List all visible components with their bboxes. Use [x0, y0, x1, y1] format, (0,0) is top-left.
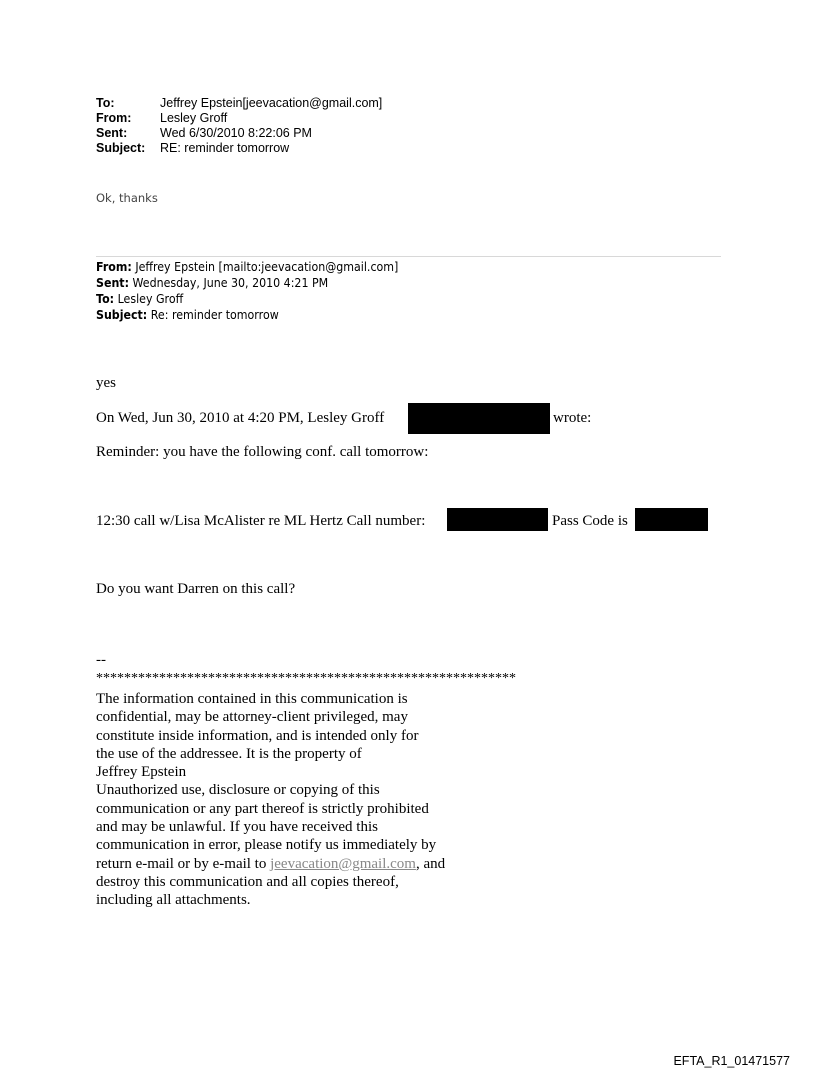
disclaimer-line: communication or any part thereof is strictly prohibited — [96, 800, 429, 817]
disclaimer-line: destroy this communication and all copies thereof, — [96, 873, 399, 890]
disclaimer-return-line — [96, 855, 445, 873]
header-to-value: Jeffrey Epstein[jeevacation@gmail.com] — [160, 96, 383, 110]
on-wrote-suffix: wrote: — [553, 410, 592, 426]
disclaimer-line: including all attachments. — [96, 892, 251, 909]
call-line: 12:30 call w/Lisa McAlister re ML Hertz Call number: — [96, 513, 426, 529]
return-suffix: , and — [415, 855, 446, 872]
forwarded-to-value: Lesley Groff — [117, 292, 184, 306]
header-from-row — [96, 111, 382, 126]
email-header — [96, 96, 382, 156]
separator-line — [96, 256, 721, 257]
disclaimer-line: and may be unlawful. If you have received this — [96, 819, 378, 836]
body-yes: yes — [96, 375, 116, 391]
forwarded-subject-label: Subject: — [96, 308, 148, 322]
header-subject-label: Subject: — [96, 141, 146, 155]
on-wrote-prefix: On Wed, Jun 30, 2010 at 4:20 PM, Lesley Groff — [96, 410, 385, 426]
forwarded-from-label: From: — [96, 260, 132, 274]
signature-dashes: -- — [96, 652, 106, 668]
redaction-box — [447, 508, 548, 531]
forwarded-from-value: Jeffrey Epstein [mailto:jeevacation@gmail.com] — [135, 260, 399, 274]
header-from-value: Lesley Groff — [160, 111, 228, 125]
email-link[interactable]: jeevacation@gmail.com — [270, 855, 416, 872]
document-id: EFTA_R1_01471577 — [673, 1054, 790, 1068]
forwarded-sent-row — [96, 275, 398, 291]
return-prefix: return e-mail or by e-mail to — [96, 855, 271, 872]
forwarded-subject-value: Re: reminder tomorrow — [150, 308, 279, 322]
redaction-box — [408, 403, 550, 434]
forwarded-subject-row — [96, 307, 398, 323]
disclaimer-line: The information contained in this communication is — [96, 691, 408, 707]
forwarded-from-row — [96, 259, 398, 275]
reminder-line: Reminder: you have the following conf. call tomorrow: — [96, 444, 429, 460]
forwarded-sent-label: Sent: — [96, 276, 129, 290]
forwarded-header — [96, 259, 398, 323]
stars-divider: ************************************************************ — [96, 671, 516, 686]
disclaimer-line: confidential, may be attorney-client privileged, may — [96, 709, 408, 726]
disclaimer-line: constitute inside information, and is intended only for — [96, 727, 419, 744]
header-to-label: To: — [96, 96, 115, 110]
question-line: Do you want Darren on this call? — [96, 581, 296, 597]
confidentiality-disclaimer — [96, 690, 445, 910]
forwarded-to-row — [96, 291, 398, 307]
header-sent-row — [96, 126, 382, 141]
header-subject-row — [96, 141, 382, 156]
header-sent-label: Sent: — [96, 126, 128, 140]
forwarded-to-label: To: — [96, 292, 115, 306]
disclaimer-line: the use of the addressee. It is the property of — [96, 745, 362, 762]
disclaimer-line: communication in error, please notify us immediately by — [96, 837, 437, 854]
header-subject-value: RE: reminder tomorrow — [160, 141, 290, 155]
header-from-label: From: — [96, 111, 132, 125]
pass-code-label: Pass Code is — [552, 513, 628, 529]
forwarded-sent-value: Wednesday, June 30, 2010 4:21 PM — [132, 276, 329, 290]
disclaimer-line: Jeffrey Epstein — [96, 764, 187, 781]
redaction-box — [635, 508, 708, 531]
reply-text: Ok, thanks — [96, 191, 158, 205]
header-sent-value: Wed 6/30/2010 8:22:06 PM — [160, 126, 312, 140]
disclaimer-line: Unauthorized use, disclosure or copying of this — [96, 782, 380, 799]
header-to-row — [96, 96, 382, 111]
